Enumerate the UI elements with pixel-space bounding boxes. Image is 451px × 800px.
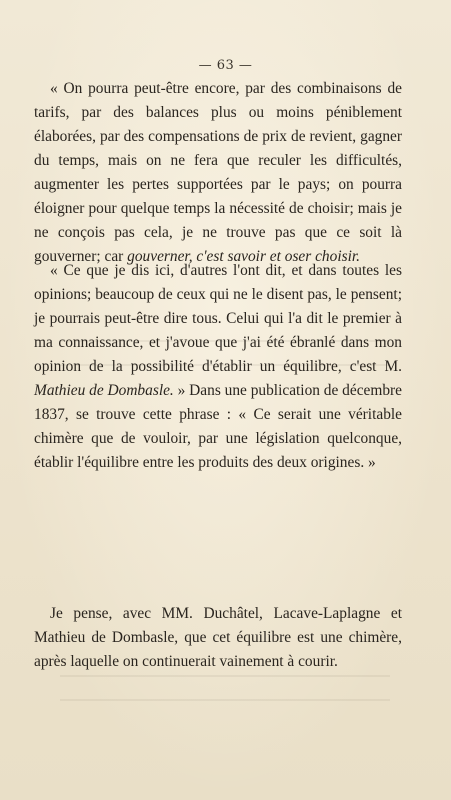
page-number: — 63 — xyxy=(198,58,253,73)
paragraph-1 xyxy=(34,77,402,269)
paragraph-2-text-end: » Dans une publication de décembre 1837, se trouve cette phrase : « Ce serait une véritable chimère que de vouloir, par une législation quelconque, établir l'équilibre entre les produits des deux origines. » xyxy=(34,382,402,471)
paragraph-3 xyxy=(34,602,402,674)
paragraph-2-italic-name: Mathieu de Dombasle. xyxy=(34,382,174,399)
paragraph-2 xyxy=(34,259,402,475)
paragraph-3-text: Je pense, avec MM. Duchâtel, Lacave-Laplagne et Mathieu de Dombasle, que cet équilibre est une chimère, après laquelle on continuerait vainement à courir. xyxy=(34,605,402,670)
paragraph-1-text: « On pourra peut-être encore, par des combinaisons de tarifs, par des balances plus ou moins péniblement élaborées, par des compensations de prix de revient, gagner du temps, mais on ne fera que reculer les difficultés, augmenter les pertes supportées par le pays; on pourra éloigner pour quelque temps la nécessité de choisir; mais je ne conçois pas cela, je ne trouve pas que ce soit là gouverner; car xyxy=(34,80,402,265)
paragraph-2-text-start: « Ce que je dis ici, d'autres l'ont dit, et dans toutes les opinions; beaucoup de ceux qui ne le disent pas, le pensent; je pourrais peut-être dire tous. Celui qui l'a dit le premier à ma connaissance, et j'avoue que j'ai été ébranlé dans mon opinion de la possibilité d'établir un équilibre, c'est M. xyxy=(34,262,402,375)
paragraph-1-italic-quote: gouverner, c'est savoir et oser choisir. xyxy=(127,248,360,265)
